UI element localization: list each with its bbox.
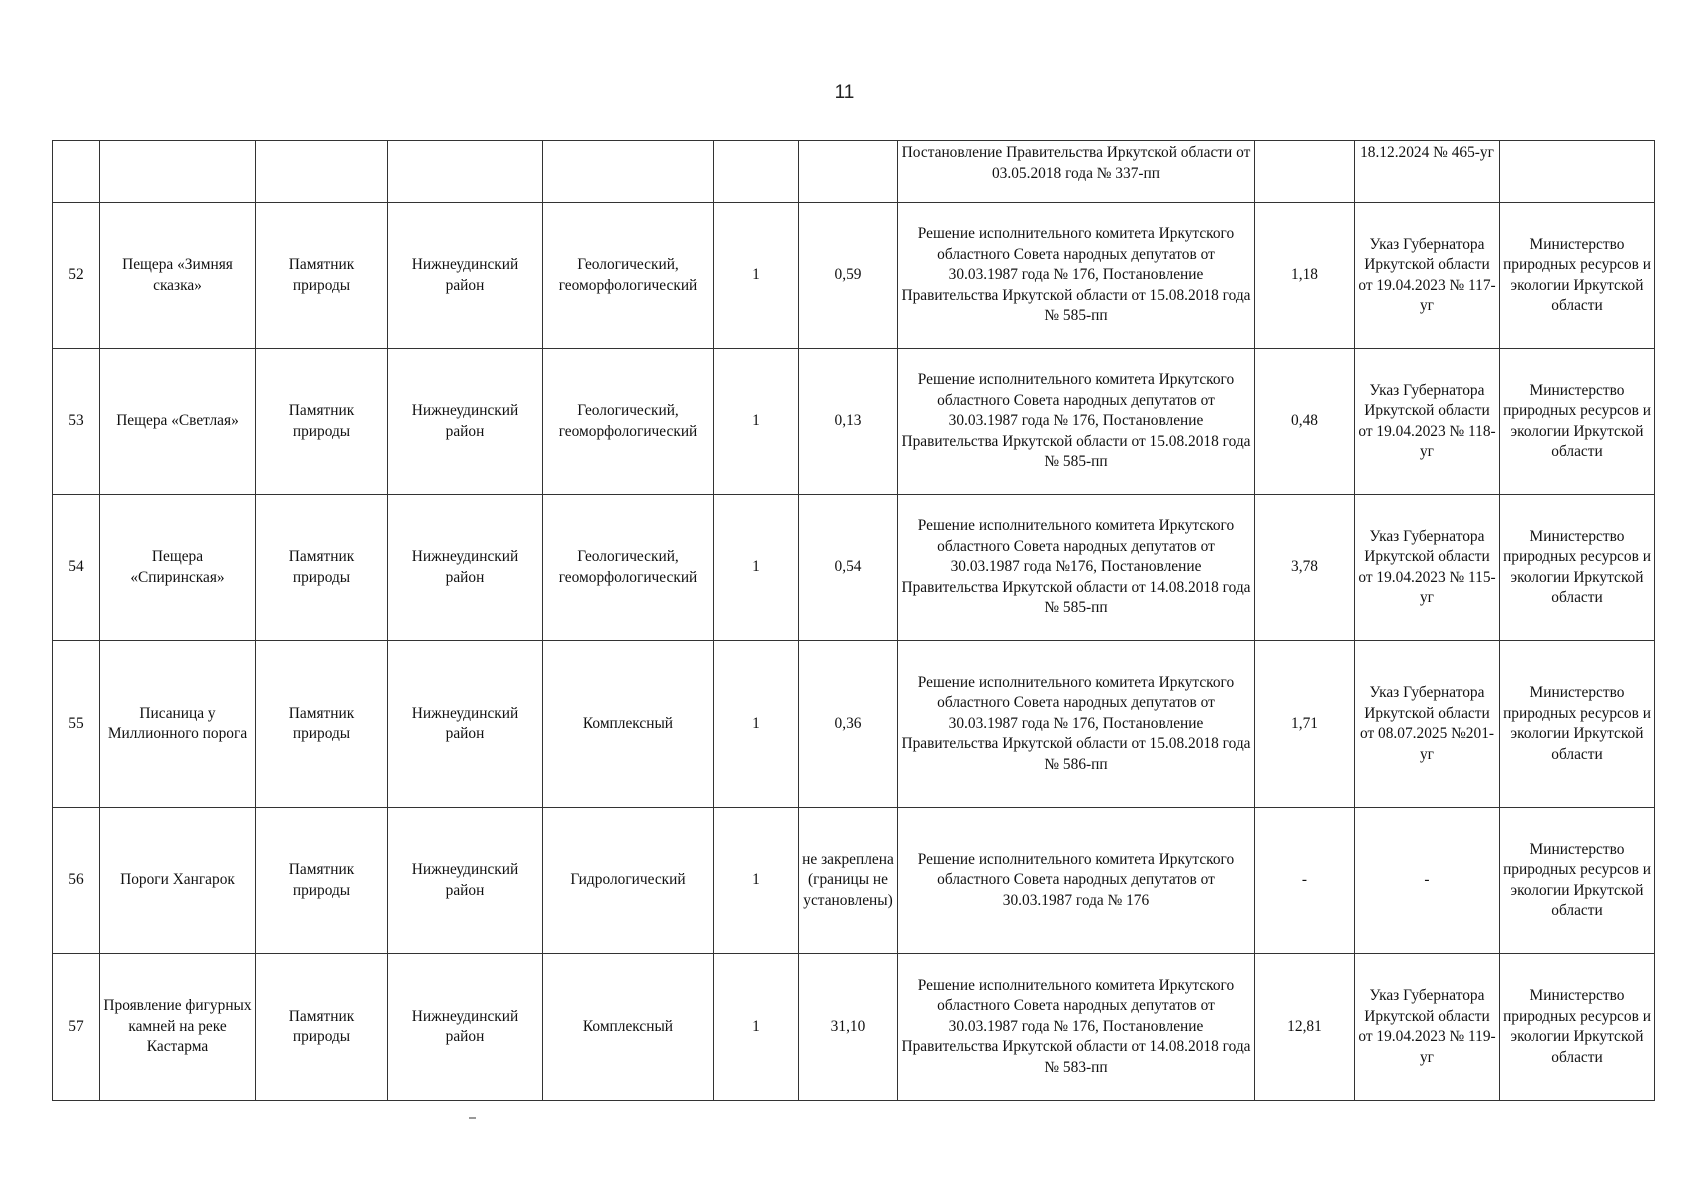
cell-ministry: Министерство природных ресурсов и экологии Иркутской области [1500, 641, 1655, 808]
cell-significance: 1 [714, 641, 799, 808]
cell-area: не закреплена (границы не установлены) [799, 808, 898, 954]
cell-ukaz: Указ Губернатора Иркутской области от 19.04.2023 № 119-уг [1355, 954, 1500, 1101]
cell-ukaz: Указ Губернатора Иркутской области от 19.04.2023 № 118-уг [1355, 349, 1500, 495]
cell-buffer: 1,18 [1255, 203, 1355, 349]
cell-profile: Геологический, геоморфологический [543, 203, 714, 349]
table-row [53, 349, 1655, 495]
cell-ministry: Министерство природных ресурсов и экологии Иркутской области [1500, 349, 1655, 495]
cell-num: 57 [53, 954, 100, 1101]
cell-profile: Комплексный [543, 954, 714, 1101]
cell-area [799, 141, 898, 203]
cell-ministry [1500, 141, 1655, 203]
cell-buffer: 0,48 [1255, 349, 1355, 495]
cell-buffer: 12,81 [1255, 954, 1355, 1101]
cell-buffer [1255, 141, 1355, 203]
cell-ukaz: Указ Губернатора Иркутской области от 08.07.2025 №201-уг [1355, 641, 1500, 808]
cell-significance: 1 [714, 808, 799, 954]
cell-profile: Комплексный [543, 641, 714, 808]
table-row-continuation [53, 141, 1655, 203]
table-row [53, 808, 1655, 954]
cell-district [388, 141, 543, 203]
cell-num: 56 [53, 808, 100, 954]
cell-document: Решение исполнительного комитета Иркутского областного Совета народных депутатов от 30.03.1987 года № 176 [898, 808, 1255, 954]
cell-num: 53 [53, 349, 100, 495]
cell-name: Пороги Хангарок [100, 808, 256, 954]
cell-area: 0,54 [799, 495, 898, 641]
cell-category: Памятник природы [256, 641, 388, 808]
cell-document: Решение исполнительного комитета Иркутского областного Совета народных депутатов от 30.03.1987 года № 176, Постановление Правительства Иркутской области от 15.08.2018 года № 585-пп [898, 349, 1255, 495]
cell-significance: 1 [714, 954, 799, 1101]
page-number: 11 [834, 82, 855, 103]
cell-district: Нижнеудинский район [388, 349, 543, 495]
cell-district: Нижнеудинский район [388, 203, 543, 349]
cell-buffer: - [1255, 808, 1355, 954]
cell-ministry: Министерство природных ресурсов и экологии Иркутской области [1500, 203, 1655, 349]
cell-document: Решение исполнительного комитета Иркутского областного Совета народных депутатов от 30.03.1987 года № 176, Постановление Правительства Иркутской области от 15.08.2018 года № 586-пп [898, 641, 1255, 808]
cell-document: Решение исполнительного комитета Иркутского областного Совета народных депутатов от 30.03.1987 года № 176, Постановление Правительства Иркутской области от 14.08.2018 года № 583-пп [898, 954, 1255, 1101]
cell-significance: 1 [714, 495, 799, 641]
cell-document: Решение исполнительного комитета Иркутского областного Совета народных депутатов от 30.03.1987 года № 176, Постановление Правительства Иркутской области от 15.08.2018 года № 585-пп [898, 203, 1255, 349]
cell-buffer: 1,71 [1255, 641, 1355, 808]
cell-ukaz: - [1355, 808, 1500, 954]
cell-name: Проявление фигурных камней на реке Кастарма [100, 954, 256, 1101]
cell-district: Нижнеудинский район [388, 495, 543, 641]
table-row [53, 954, 1655, 1101]
cell-area: 31,10 [799, 954, 898, 1101]
cell-profile: Геологический, геоморфологический [543, 349, 714, 495]
cell-ministry: Министерство природных ресурсов и экологии Иркутской области [1500, 495, 1655, 641]
cell-document: Постановление Правительства Иркутской области от 03.05.2018 года № 337-пп [898, 141, 1255, 203]
cell-category: Памятник природы [256, 203, 388, 349]
cell-significance: 1 [714, 349, 799, 495]
cell-area: 0,13 [799, 349, 898, 495]
cell-category: Памятник природы [256, 808, 388, 954]
cell-name: Пещера «Зимняя сказка» [100, 203, 256, 349]
cell-document: Решение исполнительного комитета Иркутского областного Совета народных депутатов от 30.03.1987 года №176, Постановление Правительства Иркутской области от 14.08.2018 года № 585-пп [898, 495, 1255, 641]
cell-profile: Гидрологический [543, 808, 714, 954]
table-row [53, 203, 1655, 349]
cell-name: Пещера «Спиринская» [100, 495, 256, 641]
cell-buffer: 3,78 [1255, 495, 1355, 641]
cell-num [53, 141, 100, 203]
cell-num: 55 [53, 641, 100, 808]
cell-category: Памятник природы [256, 954, 388, 1101]
cell-category: Памятник природы [256, 495, 388, 641]
cell-ukaz: Указ Губернатора Иркутской области от 19.04.2023 № 117-уг [1355, 203, 1500, 349]
table-row [53, 495, 1655, 641]
cell-ukaz: 18.12.2024 № 465-уг [1355, 141, 1500, 203]
cell-significance [714, 141, 799, 203]
table-row [53, 641, 1655, 808]
scan-speck [469, 1117, 476, 1119]
cell-name: Пещера «Светлая» [100, 349, 256, 495]
cell-ukaz: Указ Губернатора Иркутской области от 19.04.2023 № 115-уг [1355, 495, 1500, 641]
cell-district: Нижнеудинский район [388, 641, 543, 808]
cell-profile [543, 141, 714, 203]
cell-ministry: Министерство природных ресурсов и экологии Иркутской области [1500, 808, 1655, 954]
protected-areas-table [52, 140, 1655, 1101]
cell-num: 52 [53, 203, 100, 349]
cell-name [100, 141, 256, 203]
cell-category: Памятник природы [256, 349, 388, 495]
cell-num: 54 [53, 495, 100, 641]
cell-ministry: Министерство природных ресурсов и экологии Иркутской области [1500, 954, 1655, 1101]
cell-area: 0,36 [799, 641, 898, 808]
cell-district: Нижнеудинский район [388, 808, 543, 954]
cell-district: Нижнеудинский район [388, 954, 543, 1101]
cell-area: 0,59 [799, 203, 898, 349]
cell-name: Писаница у Миллионного порога [100, 641, 256, 808]
cell-profile: Геологический, геоморфологический [543, 495, 714, 641]
cell-significance: 1 [714, 203, 799, 349]
cell-category [256, 141, 388, 203]
